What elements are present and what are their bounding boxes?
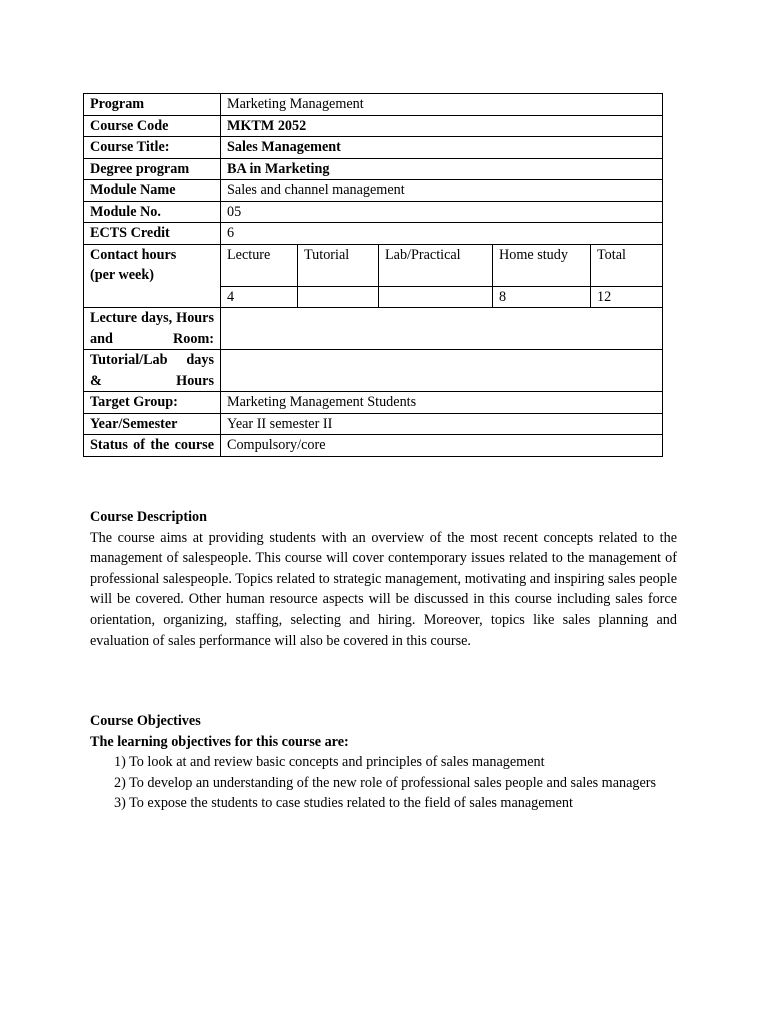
contact-hours-line2: (per week) [90, 267, 154, 283]
contact-header: Lecture [221, 245, 298, 287]
course-description-text: The course aims at providing students with an overview of the most recent concepts related to the management of salespeople. This course will cover contemporary issues related to the management of professional salespeople. Topics related to strategic management, motivating and inspiring sales people will be covered. Other human resource aspects will be discussed in this course including sales force orientation, organizing, staffing, selecting and hiring. Moreover, topics like sales planning and evaluation of sales performance will also be covered in this course. [90, 529, 677, 649]
contact-header: Total [591, 245, 663, 287]
tutorial-days-value [221, 350, 663, 392]
table-row [84, 158, 663, 180]
course-description-section [90, 507, 677, 651]
course-objectives-subheading: The learning objectives for this course are: [90, 733, 349, 750]
table-row [84, 201, 663, 223]
year-semester-value: Year II semester II [221, 413, 663, 435]
table-row [84, 413, 663, 435]
row-label: Program [84, 94, 221, 116]
table-row [84, 435, 663, 457]
course-objectives-heading: Course Objectives [90, 713, 201, 729]
lecture-days-label: Lecture days, Hours and Room: [84, 308, 221, 350]
row-value: BA in Marketing [221, 158, 663, 180]
contact-value [379, 286, 493, 307]
row-value: Sales Management [221, 137, 663, 159]
tutorial-days-label: Tutorial/Lab days & Hours [84, 350, 221, 392]
table-row [84, 308, 663, 350]
table-row [84, 244, 663, 308]
contact-value: 8 [493, 286, 591, 307]
objective-item-1: 1) To look at and review basic concepts and principles of sales management [114, 754, 545, 771]
target-group-value: Marketing Management Students [221, 392, 663, 414]
table-row [84, 392, 663, 414]
status-value: Compulsory/core [221, 435, 663, 457]
row-label: Course Code [84, 115, 221, 137]
course-objectives-section [90, 711, 677, 814]
contact-header: Lab/Practical [379, 245, 493, 287]
table-row [84, 115, 663, 137]
row-value: Marketing Management [221, 94, 663, 116]
contact-header: Home study [493, 245, 591, 287]
row-label: Course Title: [84, 137, 221, 159]
year-semester-label: Year/Semester [84, 413, 221, 435]
lecture-days-value [221, 308, 663, 350]
target-group-label: Target Group: [84, 392, 221, 414]
objective-item-2: 2) To develop an understanding of the new role of professional sales people and sales managers [114, 774, 657, 791]
table-row [84, 223, 663, 245]
contact-value [298, 286, 379, 307]
course-info-table [83, 93, 663, 457]
contact-value: 4 [221, 286, 298, 307]
row-label: Module No. [84, 201, 221, 223]
contact-header: Tutorial [298, 245, 379, 287]
course-description-heading: Course Description [90, 509, 208, 525]
table-row [84, 350, 663, 392]
table-row [84, 137, 663, 159]
contact-value: 12 [597, 288, 612, 305]
row-value: Sales and channel management [221, 180, 663, 202]
contact-hours-label [84, 244, 221, 308]
table-row [84, 180, 663, 202]
row-value: MKTM 2052 [221, 115, 663, 137]
row-value: 6 [221, 223, 663, 245]
row-label: Module Name [84, 180, 221, 202]
status-label: Status of the course [84, 435, 221, 457]
table-row [84, 94, 663, 116]
objective-item-3: 3) To expose the students to case studies related to the field of sales management [114, 795, 573, 812]
row-label: Degree program [84, 158, 221, 180]
contact-hours-line1: Contact hours [90, 246, 177, 263]
row-label: ECTS Credit [84, 223, 221, 245]
row-value: 05 [221, 201, 663, 223]
contact-hours-grid [221, 244, 663, 308]
